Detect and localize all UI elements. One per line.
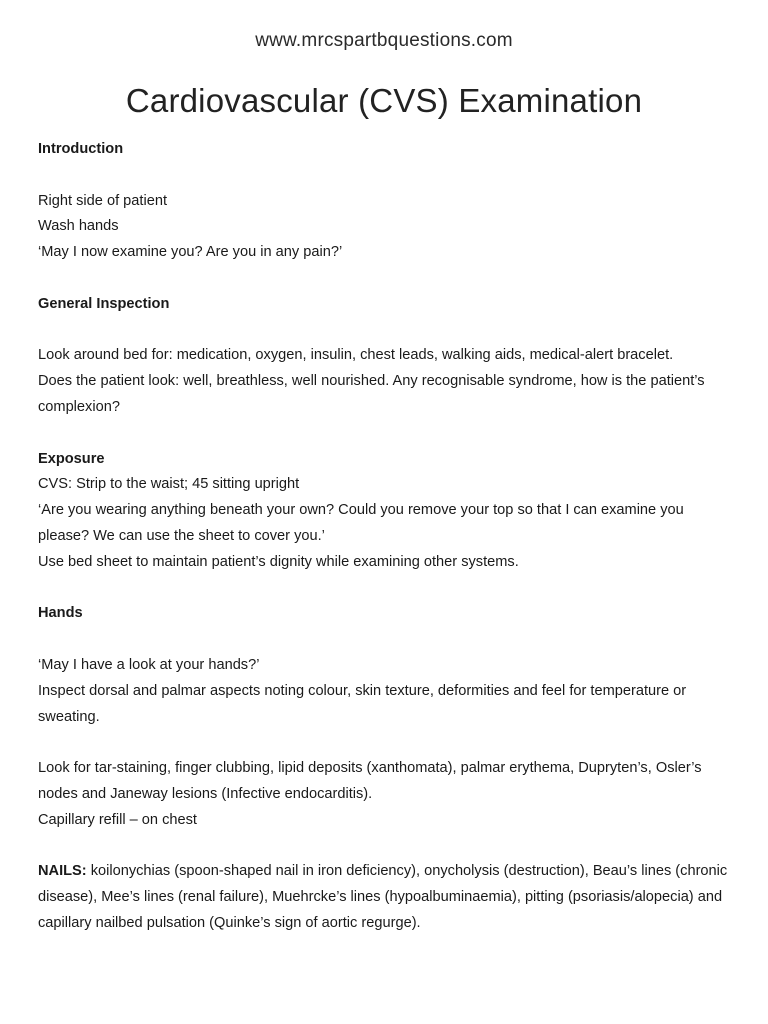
hands-paragraph: ‘May I have a look at your hands?’ (38, 656, 260, 673)
hands-paragraph: Inspect dorsal and palmar aspects noting colour, skin texture, deformities and feel for temperature or sweating. (38, 682, 687, 725)
spacer (38, 266, 738, 292)
nails-label: NAILS: (38, 863, 87, 880)
page-title: Cardiovascular (CVS) Examination (125, 82, 643, 119)
hands-paragraph: Look for tar-staining, finger clubbing, lipid deposits (xanthomata), palmar erythema, Dupryten’s, Osler’s nodes and Janeway lesions (Infective endocarditis). (38, 760, 702, 802)
section-heading-general-inspection: General Inspection (38, 295, 170, 312)
spacer (38, 627, 738, 653)
section-heading-introduction: Introduction (38, 141, 124, 157)
section-heading-hands: Hands (38, 605, 83, 622)
intro-line: Right side of patient (38, 192, 167, 209)
spacer (38, 834, 738, 860)
intro-line: Wash hands (38, 218, 119, 235)
spacer (38, 163, 738, 189)
spacer (38, 730, 738, 756)
nails-text: koilonychias (spoon-shaped nail in iron deficiency), onycholysis (destruction), Beau’s lines (chronic disease), Mee’s lines (renal failure), Muehrcke’s lines (hypoalbuminaemia), pitting (psoriasis/alopecia) and capillary nailbed pulsation (Quinke’s sign of aortic regurge). (38, 863, 728, 931)
spacer (38, 318, 738, 344)
nails-paragraph (38, 859, 738, 936)
hands-paragraph: Capillary refill – on chest (38, 811, 197, 828)
section-heading-exposure: Exposure (38, 450, 105, 467)
exposure-paragraph: ‘Are you wearing anything beneath your own? Could you remove your top so that I can examine you please? We can use the sheet to cover you.’ (38, 502, 684, 544)
general-inspection-paragraph: Does the patient look: well, breathless, well nourished. Any recognisable syndrome, how is the patient’s complexion? (38, 373, 705, 415)
exposure-paragraph: Use bed sheet to maintain patient’s dignity while examining other systems. (38, 553, 519, 570)
document-body (38, 137, 738, 937)
general-inspection-paragraph: Look around bed for: medication, oxygen, insulin, chest leads, walking aids, medical-alert bracelet. (38, 347, 674, 364)
spacer (38, 576, 738, 602)
exposure-paragraph: CVS: Strip to the waist; 45 sitting upright (38, 476, 300, 493)
intro-line: ‘May I now examine you? Are you in any pain?’ (38, 244, 343, 261)
page-url-header: www.mrcspartbquestions.com (255, 30, 513, 51)
spacer (38, 421, 738, 447)
